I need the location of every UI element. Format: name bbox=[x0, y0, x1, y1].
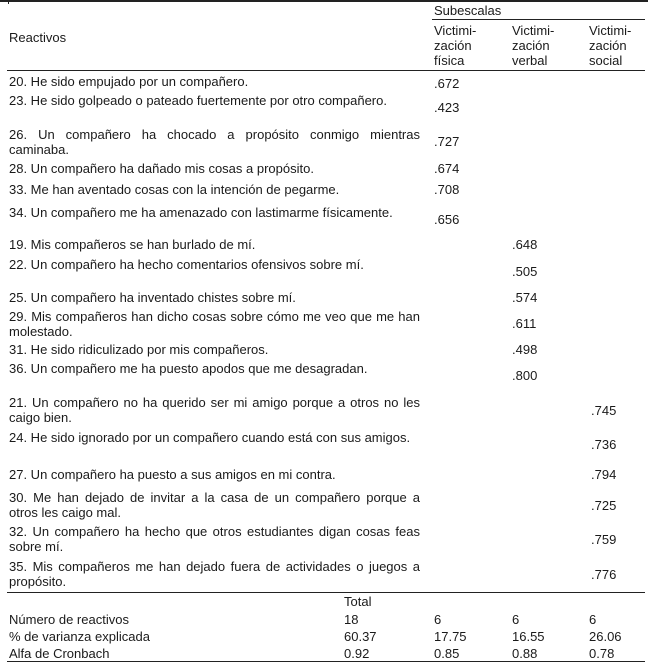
item-row-text: 24. He sido ignorado por un compañero cuando está con sus amigos. bbox=[9, 430, 411, 445]
item-row-text: 26. Un compañero ha chocado a propósito conmigo mientras caminaba. bbox=[9, 127, 420, 157]
loading-social: .725 bbox=[591, 498, 617, 513]
summary-row-label: Alfa de Cronbach bbox=[9, 646, 110, 661]
column-header-fisica-line3: física bbox=[434, 53, 465, 68]
summary-total: 0.92 bbox=[344, 646, 370, 661]
loading-social: .794 bbox=[591, 467, 617, 482]
loading-verbal: .611 bbox=[512, 316, 537, 331]
total-column-header: Total bbox=[344, 594, 372, 609]
item-row-text: 28. Un compañero ha dañado mis cosas a propósito. bbox=[9, 161, 314, 176]
loading-social: .759 bbox=[591, 532, 617, 547]
column-header-fisica-line1: Victimi- bbox=[434, 23, 477, 38]
summary-row-label: % de varianza explicada bbox=[9, 629, 150, 644]
column-header-verbal-line2: zación bbox=[512, 38, 550, 53]
summary-fisica: 6 bbox=[434, 612, 442, 627]
summary-verbal: 16.55 bbox=[512, 629, 545, 644]
table-top-rule-stub bbox=[8, 0, 9, 4]
column-header-fisica-line2: zación bbox=[434, 38, 472, 53]
loading-verbal: .498 bbox=[512, 342, 538, 357]
summary-fisica: 17.75 bbox=[434, 629, 467, 644]
item-row-text: 31. He sido ridiculizado por mis compañeros. bbox=[9, 342, 269, 357]
item-row-text: 21. Un compañero no ha querido ser mi amigo porque a otros no les caigo bien. bbox=[9, 395, 420, 425]
loading-verbal: .800 bbox=[512, 368, 538, 383]
column-header-verbal-line1: Victimi- bbox=[512, 23, 555, 38]
loading-fisica: .674 bbox=[434, 161, 460, 176]
loading-fisica: .656 bbox=[434, 212, 460, 227]
column-header-verbal-line3: verbal bbox=[512, 53, 548, 68]
loading-verbal: .574 bbox=[512, 290, 538, 305]
loading-fisica: .672 bbox=[434, 76, 460, 91]
item-row-text: 22. Un compañero ha hecho comentarios ofensivos sobre mí. bbox=[9, 257, 364, 272]
item-row-text: 20. He sido empujado por un compañero. bbox=[9, 74, 249, 89]
summary-social: 0.78 bbox=[589, 646, 615, 661]
subscales-underline bbox=[432, 19, 645, 20]
loading-social: .736 bbox=[591, 437, 617, 452]
items-header: Reactivos bbox=[9, 30, 67, 45]
item-row-text: 25. Un compañero ha inventado chistes sobre mí. bbox=[9, 290, 296, 305]
summary-total: 60.37 bbox=[344, 629, 377, 644]
loading-fisica: .423 bbox=[434, 100, 460, 115]
item-row-text: 36. Un compañero me ha puesto apodos que me desagradan. bbox=[9, 361, 368, 376]
summary-social: 26.06 bbox=[589, 629, 622, 644]
item-row-text: 33. Me han aventado cosas con la intención de pegarme. bbox=[9, 182, 340, 197]
items-bottom-rule bbox=[7, 592, 645, 593]
summary-total: 18 bbox=[344, 612, 359, 627]
column-header-social-line1: Victimi- bbox=[589, 23, 632, 38]
item-row-text: 23. He sido golpeado o pateado fuertemente por otro compañero. bbox=[9, 93, 387, 108]
item-row-text: 30. Me han dejado de invitar a la casa de un compañero porque a otros les caigo mal. bbox=[9, 490, 420, 520]
item-row-text: 19. Mis compañeros se han burlado de mí. bbox=[9, 237, 256, 252]
column-header-social-line2: zación bbox=[589, 38, 627, 53]
loading-fisica: .708 bbox=[434, 182, 460, 197]
table-bottom-rule bbox=[7, 661, 645, 662]
subscales-header: Subescalas bbox=[434, 3, 502, 18]
summary-row-label: Número de reactivos bbox=[9, 612, 129, 627]
summary-verbal: 0.88 bbox=[512, 646, 538, 661]
loading-fisica: .727 bbox=[434, 134, 460, 149]
item-row-text: 32. Un compañero ha hecho que otros estudiantes digan cosas feas sobre mí. bbox=[9, 524, 420, 554]
item-row-text: 35. Mis compañeros me han dejado fuera de actividades o juegos a propósito. bbox=[9, 559, 420, 589]
loading-social: .745 bbox=[591, 403, 617, 418]
item-row-text: 34. Un compañero me ha amenazado con lastimarme físicamente. bbox=[9, 205, 393, 220]
item-row-text: 27. Un compañero ha puesto a sus amigos en mi contra. bbox=[9, 467, 336, 482]
loading-verbal: .648 bbox=[512, 237, 538, 252]
summary-social: 6 bbox=[589, 612, 597, 627]
item-row-text: 29. Mis compañeros han dicho cosas sobre cómo me veo que me han molestado. bbox=[9, 309, 420, 339]
table-top-rule bbox=[0, 0, 648, 2]
header-bottom-rule bbox=[7, 70, 645, 71]
column-header-social-line3: social bbox=[589, 53, 623, 68]
loading-verbal: .505 bbox=[512, 264, 538, 279]
summary-verbal: 6 bbox=[512, 612, 520, 627]
loading-social: .776 bbox=[591, 567, 617, 582]
summary-fisica: 0.85 bbox=[434, 646, 460, 661]
